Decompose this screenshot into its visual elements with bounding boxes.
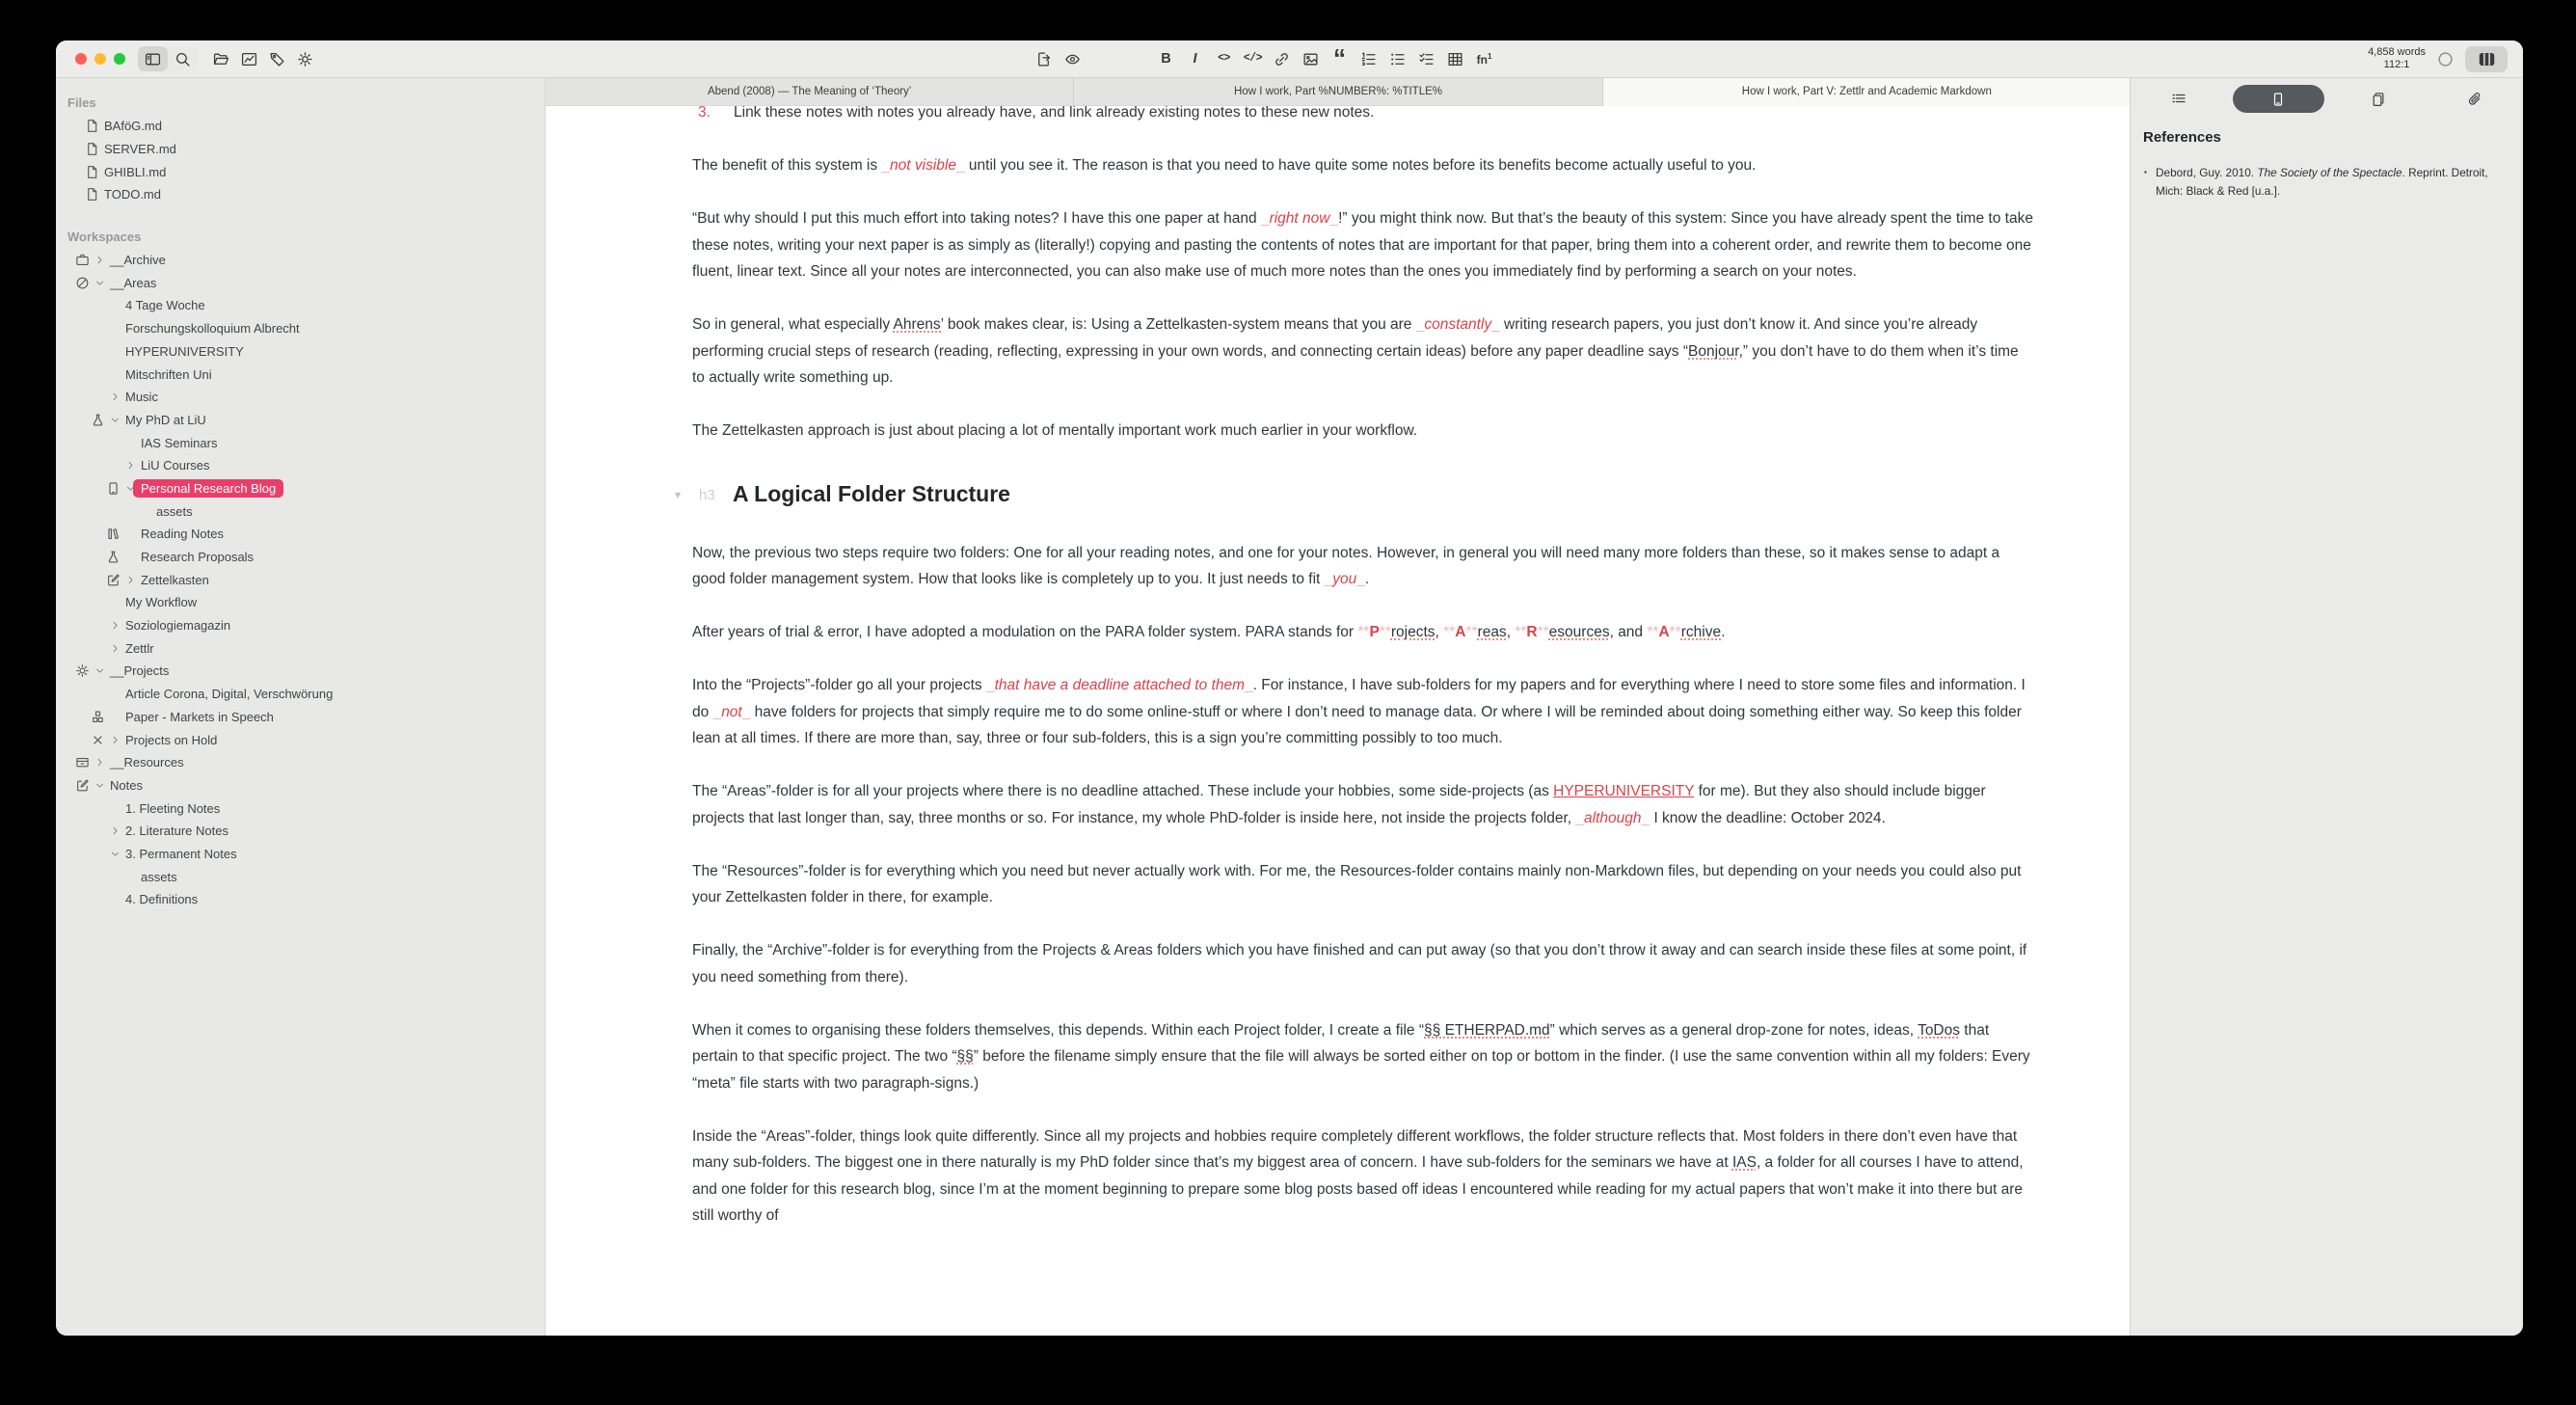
file-item[interactable] [56,160,545,183]
text-segment: ” which serves as a general drop-zone for notes, ideas, [1549,1021,1919,1039]
right-sidebar-tabs [2131,78,2523,113]
text-segment: Link these notes with notes you already have, and link already existing notes to these new notes. [734,106,1375,121]
tree-item-3-permanent-notes[interactable] [56,843,545,866]
tree-item-label: __Areas [110,275,157,290]
text-segment: “But why should I put this much effort into taking notes? I have this one paper at hand [692,210,1261,227]
book-icon [2270,92,2286,107]
text-segment: esources [1548,624,1610,640]
tree-item-projects[interactable] [56,660,545,683]
tree-item-my-phd-at-liu[interactable] [56,409,545,432]
blocks-icon [91,710,110,724]
unordered-list-button[interactable] [1389,51,1406,68]
text-segment: . For instance, I have sub-folders for my papers and for everything where I need to store some files and information. I do [692,677,2026,720]
tree-item-label: Article Corona, Digital, Verschwörung [125,687,334,702]
text-segment: The Society of the Spectacle [2257,166,2402,179]
tree-item-label: Research Proposals [141,550,255,565]
document-tab-2[interactable]: How I work, Part %NUMBER%: %TITLE% [1074,78,1602,106]
tree-item-music[interactable] [56,386,545,409]
paragraph [692,418,2034,445]
text-segment: that have a deadline attached to them [994,677,1245,693]
sidebar-tab-references[interactable] [2230,85,2326,113]
tree-item-reading-notes[interactable] [56,523,545,546]
sidebar-tab-table-of-contents[interactable] [2131,85,2227,113]
text-segment: I know the deadline: October 2024. [1650,809,1886,826]
toolbar-left-icons [213,46,313,71]
text-segment: _ [881,157,891,174]
text-segment: The Zettelkasten approach is just about placing a lot of mentally important work much earlier in your workflow. [692,422,1418,439]
ordered-list-button[interactable] [1360,51,1377,68]
text-segment: Debord, Guy. 2010. [2156,166,2258,179]
tree-item-label: My PhD at LiU [125,412,206,427]
text-segment: So in general, what especially [692,316,894,333]
chevron-down-icon[interactable] [110,849,125,859]
text-segment: ** [1357,624,1370,640]
chevron-right-icon[interactable] [125,575,141,585]
text-segment: , and [1609,624,1648,640]
text-segment: not visible [890,157,956,174]
compass-icon [75,276,94,290]
paragraph [692,672,2034,752]
active-tab-pill [2233,85,2324,113]
tree-item-label: Zettlr [125,640,154,656]
edit-icon [75,778,94,793]
text-segment: constantly [1424,316,1492,333]
text-segment: _ [1575,809,1585,826]
editor-pane [546,78,2131,1336]
text-segment: ” before the filename simply ensure that the file will always be sorted either on top or bottom in the finder. (I use the same convention within all my folders: Every “meta” file starts with two paragraph-signs.) [692,1048,2030,1092]
books-icon [106,527,125,541]
markdown-editor[interactable] [546,106,2131,1336]
tree-item-areas[interactable] [56,271,545,294]
tree-item-label: 4 Tage Woche [125,298,205,313]
tree-item-liu-courses[interactable] [56,454,545,477]
tree-item-4-tage-woche[interactable] [56,294,545,317]
text-segment: . [1364,571,1370,587]
blockquote-button[interactable]: “ [1333,43,1346,72]
chevron-right-icon[interactable] [110,620,125,631]
text-segment: . [1721,624,1726,640]
workspaces-tree [56,249,545,911]
tree-item-2-literature-notes[interactable] [56,820,545,843]
text-segment: ** [1443,624,1456,640]
tree-item-zettelkasten[interactable] [56,568,545,591]
tree-item-zettlr[interactable] [56,636,545,660]
text-segment: not [721,703,742,720]
tree-item-label: Soziologiemagazin [125,618,231,634]
tree-item-soziologiemagazin[interactable] [56,614,545,637]
text-segment: ** [1647,624,1659,640]
tree-item-forschungskolloquium-albrecht[interactable] [56,317,545,340]
tree-item-label: My Workflow [125,595,198,610]
text-segment: IAS [1731,1154,1757,1171]
paragraph [692,152,2034,179]
document-tab-1[interactable]: Abend (2008) — The Meaning of ‘Theory’ [546,78,1074,106]
tree-item-label: Zettelkasten [141,572,209,587]
file-manager [56,78,546,1336]
text-segment: §§ ETHERPAD.md [1424,1021,1550,1039]
text-segment: The “Resources”-folder is for everything which you need but never actually work with. For me, the Resources-folder contains mainly non-Markdown files, but depending on your needs you could also put your Zettelkasten folder in there, for example. [692,862,2022,905]
tree-item-label: Personal Research Blog [133,479,283,498]
text-segment: right now [1269,210,1330,227]
text-segment: reas [1477,624,1507,640]
tree-item-resources[interactable] [56,751,545,774]
text-segment: Into the “Projects”-folder go all your projects [692,677,986,693]
toolbar [56,41,2523,78]
file-label: SERVER.md [104,142,176,157]
file-icon [85,165,104,179]
text-segment: ToDos [1918,1021,1960,1039]
ratio-count: 112:1 [2383,59,2410,70]
workspaces-section-header: Workspaces [67,229,142,244]
chevron-right-icon[interactable] [110,643,125,654]
tree-item-ias-seminars[interactable] [56,431,545,454]
text-segment: P [1369,624,1380,640]
text-segment: . Reprint. Detroit, Mich: Black & Red [u.a.]. [2156,166,2488,198]
tree-item-label: HYPERUNIVERSITY [125,343,244,359]
chevron-right-icon[interactable] [94,255,110,265]
text-segment: _ [1641,809,1650,826]
reference-item [2131,164,2523,200]
tree-item-label: Notes [110,777,143,793]
x-icon [91,733,110,747]
text-segment: Now, the previous two steps require two folders: One for all your reading notes, and one for your notes. However, in general you will need many more folders than these, so it makes sense to adapt a good folder management system. How that looks like is completely up to you. It just needs to fit [692,544,2000,587]
text-segment: Finally, the “Archive”-folder is for everything from the Projects & Areas folders which you have finished and can put away (so that you don’t throw it away and can search inside these files at some point, if you need something from there). [692,942,2027,986]
paragraph [692,540,2034,593]
tree-item-personal-research-blog[interactable] [56,477,545,500]
chevron-right-icon[interactable] [125,460,141,471]
toolbar-center-icons [1035,43,1492,72]
inline-link[interactable]: HYPERUNIVERSITY [1553,783,1695,799]
zettlr-window [56,41,2523,1336]
file-item[interactable] [56,138,545,161]
list-marker: 3. [698,106,711,121]
text-segment: , a folder for all courses I have to attend, and one folder for this research blog, since I’m at the moment beginning to prepare some blog posts based off ideas I encountered while reading for my actual papers that won’t make it into there but are still worthy of [692,1154,2024,1224]
file-label: BAföG.md [104,119,162,134]
heading-level-tag: h3 [699,486,715,503]
traffic-lights [75,53,125,65]
text-segment: The “Areas”-folder is for all your projects where there is no deadline attached. These include your hobbies, some side-projects (as [692,783,1554,799]
sidebar-icon [145,51,161,68]
flask-icon [91,413,110,427]
tablet-icon [106,481,125,496]
tree-item-label: assets [156,503,193,519]
drawer-icon [75,755,94,770]
tree-item-label: LiU Courses [141,458,210,473]
heading [675,479,2034,508]
text-segment: , [1506,624,1516,640]
files-list [56,115,545,206]
bullet-icon: ▪ [2144,168,2147,176]
tree-item-paper-markets-in-speech[interactable] [56,706,545,729]
toc-icon [2171,92,2187,107]
text-segment: Ahrens’ [893,316,944,333]
tree-item-label: Reading Notes [141,527,224,542]
text-segment: _ [1415,316,1425,333]
text-segment: for me). But they also should include bigger projects that last longer than, say, three months or so. For instance, my whole PhD-folder is inside here, not inside the projects folder, [692,783,1986,826]
tree-item-label: Music [125,390,158,405]
ordered-list-item [692,106,2034,126]
chevron-right-icon[interactable] [110,392,125,402]
toggle-sidebar-button[interactable] [2465,46,2508,72]
chevron-down-icon[interactable] [94,278,110,288]
sidebar-search-segment [138,46,198,71]
zoom-button[interactable] [114,53,125,65]
text-segment: have folders for projects that simply require me to do some online-stuff or where I don’t need to manage data. Or where I will be reminded about doing something either way. So keep this folder lean at all times. If there are more than, say, three or four sub-folders, this is a sign you’re committing possibly to too much. [692,703,2022,746]
preview-button[interactable] [1064,51,1081,68]
tree-item-article-corona-digital-verschw-rung[interactable] [56,683,545,706]
chevron-down-icon[interactable] [94,780,110,791]
word-counter [2368,46,2426,71]
chevron-down-icon[interactable] [110,415,125,425]
text-segment: !” you might think now. But that’s the beauty of this system: Since you have already spent the time to take these notes, writing your next paper is as simply as (literally!) copying and pasting the contents of notes that are important for that paper, bring them into a coherent order, and rewrite them to become one fluent, linear text. Since all your notes are interconnected, you can also make use of much more notes than the ones you immediately find by performing a search on your notes. [692,210,2033,280]
sidebar-tab-related-files[interactable] [2330,85,2427,113]
files-section-header: Files [67,95,96,110]
file-label: GHIBLI.md [104,164,167,179]
stats-button[interactable] [241,51,257,68]
tree-item-assets[interactable] [56,500,545,523]
text-segment: _ [955,157,965,174]
text-segment: The benefit of this system is [692,157,882,174]
tree-item-label: __Archive [110,253,166,268]
text-segment: _ [1356,571,1365,587]
flask-icon [106,550,125,564]
paragraph [692,311,2034,392]
tree-item-label: Forschungskolloquium Albrecht [125,321,300,337]
text-segment: ** [1537,624,1549,640]
text-segment: ** [1379,624,1391,640]
paragraph [692,1123,2034,1229]
text-segment: _ [1260,210,1270,227]
minimize-button[interactable] [94,53,106,65]
text-segment: _ [712,703,722,720]
text-segment: §§ [956,1048,974,1065]
italic-button[interactable]: I [1193,50,1197,67]
tree-item-4-definitions[interactable] [56,888,545,911]
tree-item-label: 4. Definitions [125,892,199,907]
footnote-button[interactable]: $fn^1$ [1476,51,1492,67]
text-segment: A [1658,624,1670,640]
edit-icon [106,573,125,587]
insert-image-button[interactable] [1302,51,1319,68]
tree-item-research-proposals[interactable] [56,546,545,569]
tree-item-label: __Resources [110,755,184,770]
text-segment: A [1455,624,1466,640]
tags-button[interactable] [269,51,285,68]
file-item[interactable] [56,183,545,206]
tree-item-label: assets [141,869,177,884]
file-icon [85,187,104,202]
paragraph [692,937,2034,990]
text-segment: _ [985,677,995,693]
text-segment: _ [741,703,751,720]
text-segment: book makes clear, is: Using a Zettelkasten-system means that you are [943,316,1416,333]
text-segment: ** [1465,624,1478,640]
text-segment: , [1435,624,1444,640]
text-segment: _ [1329,210,1339,227]
paragraph [692,1017,2034,1097]
tree-item-label: 1. Fleeting Notes [125,800,221,816]
toggle-file-manager-button[interactable] [138,46,168,71]
text-segment: that pertain to that specific project. The two “ [692,1021,1990,1065]
open-workspace-button[interactable] [213,51,229,68]
pomodoro-timer-icon[interactable] [2437,51,2454,68]
code-block-button[interactable]: </> [1243,52,1263,66]
text-segment: When it comes to organising these folders themselves, this depends. Within each Project folder, I create a file “ [692,1021,1425,1039]
collapse-arrow-icon[interactable]: ▾ [675,487,682,501]
text-segment: ,” you don’t have to do them when it’s time to actually write something up. [692,342,2019,386]
references-list [2131,164,2523,200]
tree-item-label: Projects on Hold [125,732,218,747]
text-segment: until you see it. The reason is that you need to have quite some notes before its benefits become actually useful to you. [964,157,1757,174]
text-segment: ** [1515,624,1527,640]
tree-item-mitschriften-uni[interactable] [56,363,545,386]
text-segment: _ [1324,571,1333,587]
paperclip-icon [2467,92,2482,107]
file-item[interactable] [56,115,545,138]
copy-icon [2371,92,2386,107]
tree-item-label: 3. Permanent Notes [125,846,237,861]
chevron-down-icon[interactable] [94,665,110,676]
bold-button[interactable]: B [1161,50,1171,67]
tree-item-notes[interactable] [56,774,545,797]
tree-item-label: Paper - Markets in Speech [125,709,274,724]
insert-link-button[interactable] [1274,51,1290,68]
tree-item-1-fleeting-notes[interactable] [56,797,545,820]
chevron-right-icon[interactable] [94,757,110,768]
right-sidebar [2130,78,2523,1336]
paragraph [692,205,2034,285]
gear-icon [75,663,94,678]
text-segment: writing research papers, you just don’t know it. And since you’re already performing crucial steps of research (reading, reflecting, expressing in your own words, and connecting certain ideas) before any paper deadline says “ [692,316,1978,360]
paragraph [692,619,2034,646]
text-segment: R [1526,624,1538,640]
task-list-button[interactable] [1418,51,1435,68]
insert-table-button[interactable] [1447,51,1463,68]
text-segment: _ [1491,316,1500,333]
inline-code-button[interactable]: <> [1218,52,1230,66]
text-segment: rchive [1680,624,1722,640]
text-segment: Bonjour [1688,342,1739,360]
tree-item-label: Mitschriften Uni [125,366,212,382]
tree-item-label: 2. Literature Notes [125,824,228,839]
document-tabbar [546,78,2131,106]
file-icon [85,119,104,133]
text-segment: After years of trial & error, I have adopted a modulation on the PARA folder system. PARA stands for [692,624,1358,640]
tree-item-label: __Projects [110,663,170,679]
paragraph [692,778,2034,831]
references-title: References [2143,129,2221,146]
text-segment: Inside the “Areas”-folder, things look quite differently. Since all my projects and hobbies require completely different workflows, the folder structure reflects that. Most folders in there don’t even have that many sub-folders. The biggest one in there naturally is my PhD folder since that’s my biggest area of concern. I have sub-folders for the seminars we have at [692,1127,2018,1171]
tree-item-projects-on-hold[interactable] [56,728,545,751]
briefcase-icon [75,253,94,267]
file-icon [85,142,104,156]
sidebar-tab-attachments[interactable] [2427,85,2523,113]
text-segment: rojects [1390,624,1436,640]
file-label: TODO.md [104,187,161,203]
tree-item-assets[interactable] [56,865,545,888]
document-tab-3[interactable]: How I work, Part V: Zettlr and Academic Markdown [1603,78,2131,106]
chevron-right-icon[interactable] [110,735,125,745]
text-segment: although [1584,809,1642,826]
text-segment: ** [1669,624,1681,640]
paragraph [692,858,2034,911]
tree-item-archive[interactable] [56,249,545,272]
reference-text [2156,164,2511,200]
heading-text: A Logical Folder Structure [733,480,1010,506]
tree-item-my-workflow[interactable] [56,591,545,614]
text-segment: _ [1244,677,1253,693]
toolbar-right [2368,41,2508,77]
word-count: 4,858 words [2368,46,2426,58]
chevron-right-icon[interactable] [110,825,125,836]
text-segment: you [1332,571,1357,587]
tree-item-label: IAS Seminars [141,435,218,450]
magnifier-icon [174,51,191,68]
export-button[interactable] [1035,51,1052,68]
preferences-button[interactable] [297,51,313,68]
columns-icon [2477,50,2497,68]
close-button[interactable] [75,53,87,65]
search-button[interactable] [168,46,198,71]
tree-item-hyperuniversity[interactable] [56,340,545,364]
